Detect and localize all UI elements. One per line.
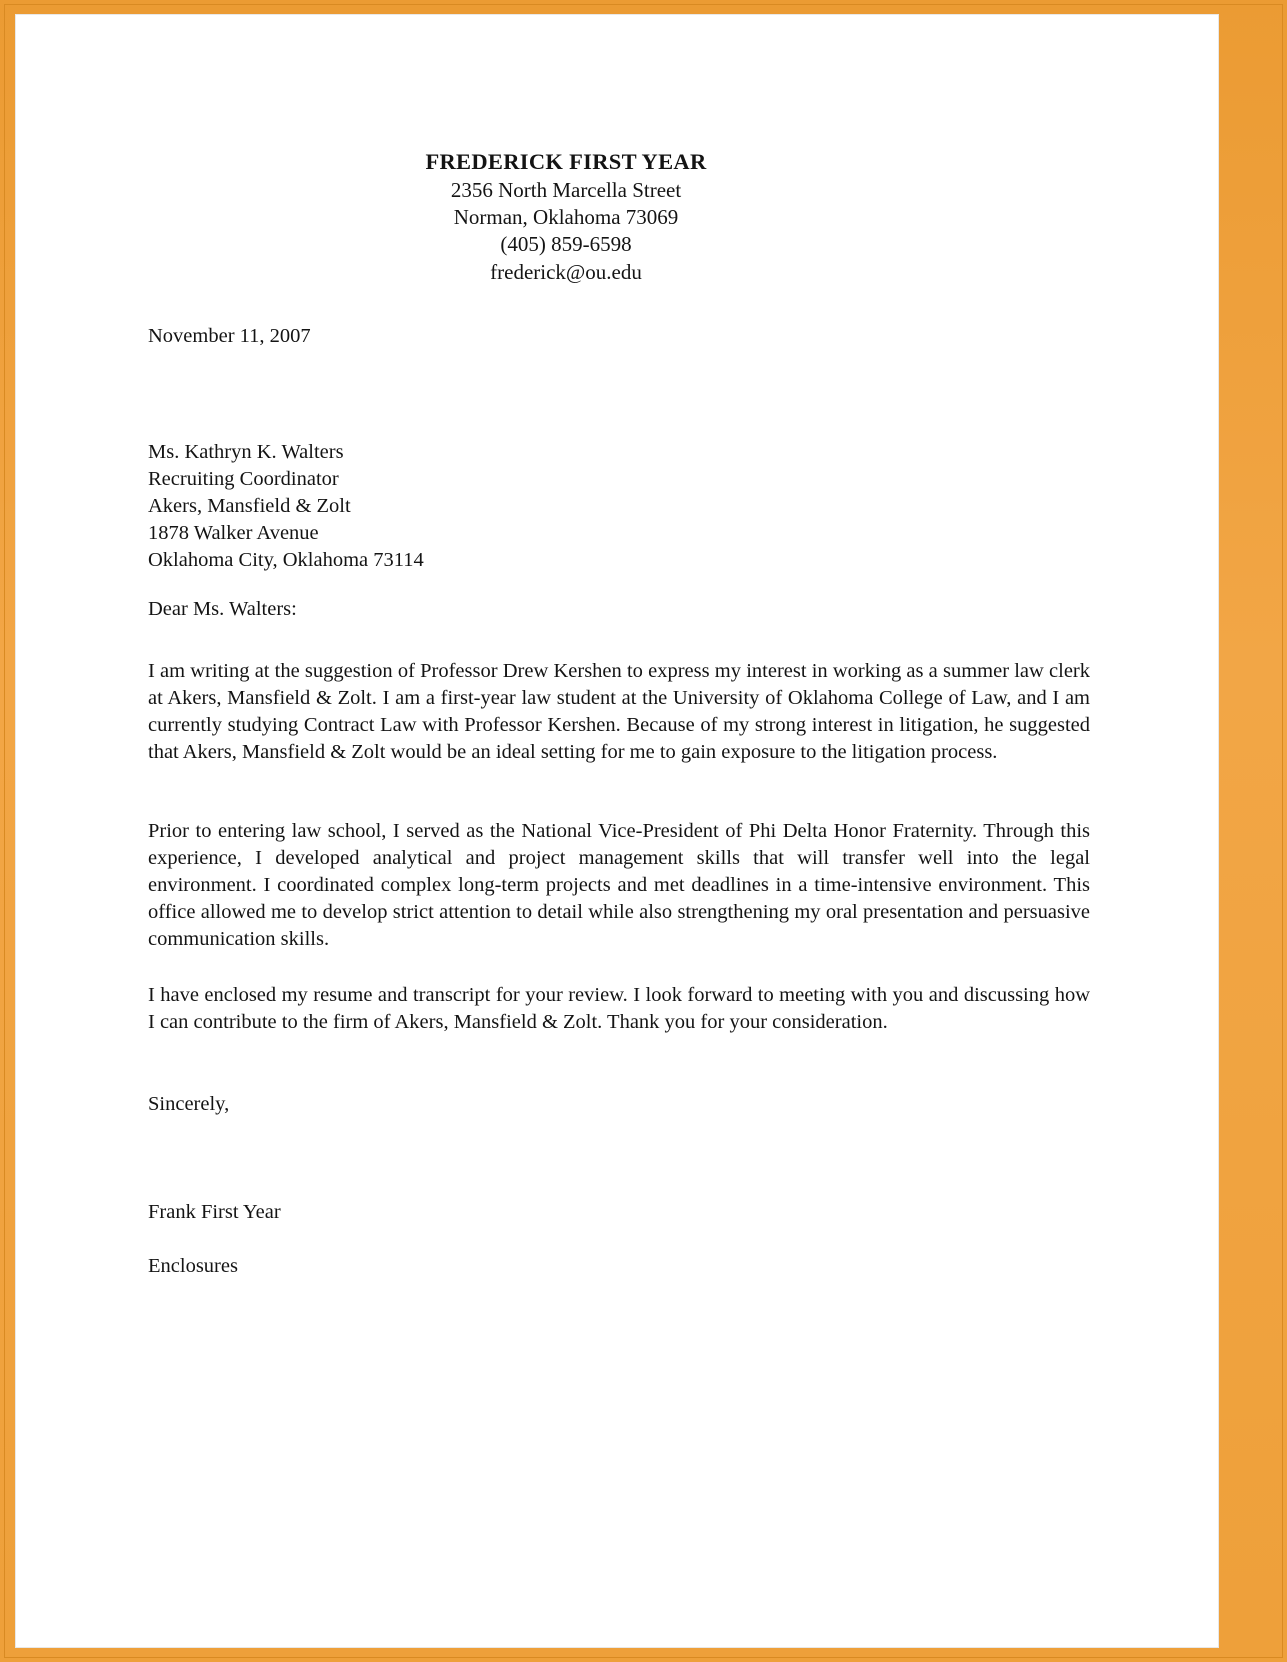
letter-page-content [16,15,1218,1647]
sender-name: FREDERICK FIRST YEAR [425,149,707,174]
signer-name: Frank First Year [148,1201,281,1223]
sender-email: frederick@ou.edu [490,259,642,284]
salutation-block [148,596,1088,623]
recipient-title: Recruiting Coordinator [148,467,339,490]
sender-phone: (405) 859-6598 [500,232,632,257]
body-paragraph-2: Prior to entering law school, I served as the National Vice-President of Phi Delta Honor Fraternity. Through this experience, I developed analytical and project management skills that will transfer well into the legal environment. I coordinated complex long-term projects and met deadlines in a time-intensive environment. This office allowed me to develop strict attention to detail while also strengthening my oral presentation and persuasive communication skills. [148,820,1090,950]
recipient-address-block [148,439,1088,574]
enclosures-notation: Enclosures [148,1255,238,1277]
recipient-organization: Akers, Mansfield & Zolt [148,494,351,517]
letter-date-block [148,323,1088,350]
letter-date: November 11, 2007 [148,325,311,347]
recipient-street: 1878 Walker Avenue [148,521,319,544]
salutation-text: Dear Ms. Walters: [148,598,297,620]
recipient-name: Ms. Kathryn K. Walters [148,441,344,463]
closing-salutation: Sincerely, [148,1093,230,1115]
sender-city-state-zip: Norman, Oklahoma 73069 [453,205,679,230]
body-paragraph-1: I am writing at the suggestion of Professor Drew Kershen to express my interest in working as a summer law clerk at Akers, Mansfield & Zolt. I am a first-year law student at the University of Oklahoma College of Law, and I am currently studying Contract Law with Professor Kershen. Because of my strong interest in litigation, he suggested that Akers, Mansfield & Zolt would be an ideal setting for me to gain exposure to the litigation process. [148,660,1090,763]
recipient-city-state-zip: Oklahoma City, Oklahoma 73114 [148,548,424,571]
letter-page [16,15,1218,1647]
body-paragraph-3: I have enclosed my resume and transcript for your review. I look forward to meeting with you and discussing how I can contribute to the firm of Akers, Mansfield & Zolt. Thank you for your consideration. [148,984,1090,1033]
sender-street: 2356 North Marcella Street [450,177,682,202]
letterhead-block [16,148,1116,286]
